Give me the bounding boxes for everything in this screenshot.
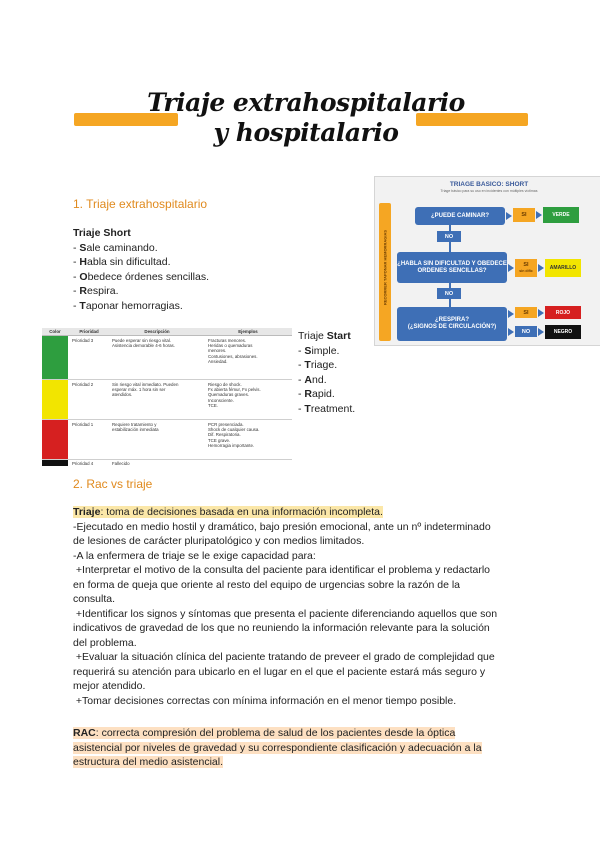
body-line: +Interpretar el motivo de la consulta del paciente para identificar el problema y redactarlo <box>73 564 491 576</box>
yes-box-2: SI sin dific <box>515 259 537 277</box>
rac-definition-block <box>73 726 533 770</box>
priority-color-swatch <box>42 460 68 466</box>
short-triage-flowchart <box>374 176 600 346</box>
no-box-1: NO <box>437 231 461 242</box>
table-row <box>42 380 292 420</box>
priority-cell: Prioridad 3 <box>72 338 94 343</box>
connector <box>449 299 451 307</box>
description-cell: Requiere tratamiento y estabilización inmediata <box>112 422 159 433</box>
start-item: - Triage. <box>298 359 338 371</box>
table-header-color: Color <box>42 328 68 336</box>
arrow-right-icon <box>536 211 542 219</box>
table-row <box>42 336 292 380</box>
triaje-start-title: Triaje Start <box>298 330 351 342</box>
result-negro: NEGRO <box>545 325 581 339</box>
triaje-start-list <box>298 329 355 416</box>
body-line: -Ejecutado en medio hostil y dramático, bajo presión emocional, ante un nº indeterminado <box>73 520 491 533</box>
body-line: en forma de queja que oriente al resto del equipo de urgencias sobre la razón de la <box>73 578 461 591</box>
question-walk: ¿PUEDE CAMINAR? <box>415 207 505 225</box>
result-rojo: ROJO <box>545 306 581 319</box>
yes-box-1: SI <box>513 208 535 222</box>
triage-priority-table <box>42 328 292 466</box>
priority-color-swatch <box>42 380 68 419</box>
connector <box>449 242 451 252</box>
no-box-2: NO <box>437 288 461 299</box>
body-line: +Identificar los signos y síntomas que presenta el paciente diferenciando aquellos que son <box>73 607 498 620</box>
arrow-right-icon <box>538 309 544 317</box>
flowchart-side-label: RECORRER TAPONAR HEMORRAGIAS <box>382 229 388 306</box>
arrow-right-icon <box>538 264 544 272</box>
arrow-right-icon <box>506 212 512 220</box>
arrow-right-icon <box>508 328 514 336</box>
short-item: - Taponar hemorragias. <box>73 299 183 312</box>
table-header-examples: Ejemplos <box>204 328 292 336</box>
arrow-right-icon <box>508 310 514 318</box>
priority-cell: Prioridad 4 <box>72 461 94 466</box>
body-line: -A la enfermera de triaje se le exige capacidad para: <box>73 549 316 562</box>
rac-line: RAC: correcta compresión del problema de salud de los pacientes desde la óptica <box>73 727 456 739</box>
examples-cell: PCR presenciada. Shock de cualquier causa. Dif. Respiratoria. TCE grave. Hemorragia importante. <box>208 422 260 448</box>
body-line: mejor atendido. <box>73 680 146 692</box>
flowchart-subtitle: Triage básico para su uso en incidentes con múltiples víctimas <box>440 189 538 193</box>
body-line: indicativos de gravedad de los que no reuniendo la información relevante para la solución <box>73 622 490 634</box>
body-line: de lesiones de carácter pluripatológico y con medios limitados. <box>73 535 365 547</box>
rac-line: asistencial por niveles de gravedad y su correspondiente clasificación y adecuación a la <box>73 741 482 754</box>
priority-cell: Prioridad 1 <box>72 422 94 427</box>
body-line: +Tomar decisiones correctas con mínima información en el menor tiempo posible. <box>73 694 457 707</box>
body-line: del problema. <box>73 636 137 649</box>
description-cell: Puede esperar sin riesgo vital. Asistencia demorable 4-6 horas. <box>112 338 175 349</box>
examples-cell: Riesgo de shock. Fx abierta fémur, Fx pelvis. Quemaduras graves. Inconsciente. TCE. <box>208 382 261 408</box>
priority-color-swatch <box>42 336 68 379</box>
table-row <box>42 420 292 460</box>
start-item: - Rapid. <box>298 388 335 400</box>
rac-line: estructura del medio asistencial. <box>73 756 223 768</box>
priority-color-swatch <box>42 420 68 459</box>
triaje-definition: Triaje: toma de decisiones basada en una información incompleta. <box>73 506 383 518</box>
table-header-priority: Prioridad <box>68 328 110 336</box>
body-line: consulta. <box>73 593 116 605</box>
flowchart-side-bar <box>379 203 391 341</box>
priority-cell: Prioridad 2 <box>72 382 94 387</box>
result-verde: VERDE <box>543 207 579 223</box>
examples-cell: Fracturas menores. Heridas o quemaduras menores. Contusiones, abrasiones. Ansiedad. <box>208 338 258 364</box>
short-item: - Habla sin dificultad. <box>73 256 171 268</box>
question-breath: ¿RESPIRA? (¿SIGNOS DE CIRCULACIÓN?) <box>397 307 507 341</box>
triaje-short-title: Triaje Short <box>73 227 131 239</box>
result-amarillo: AMARILLO <box>545 259 581 277</box>
section-2-heading: 2. Rac vs triaje <box>73 477 153 491</box>
arrow-right-icon <box>538 328 544 336</box>
arrow-right-icon <box>508 264 514 272</box>
triaje-short-list <box>73 226 209 313</box>
short-item: - Sale caminando. <box>73 241 158 254</box>
table-row <box>42 460 292 466</box>
short-item: - Respira. <box>73 285 119 297</box>
page-title-line-2: y hospitalario <box>213 118 399 147</box>
yes-box-3: SI <box>515 307 537 318</box>
description-cell: Sin riesgo vital inmediato. Pueden esperar máx. 1 hora sin ser atendidos. <box>112 382 179 398</box>
body-line: +Evaluar la situación clínica del paciente tratando de preveer el grado de complejidad que <box>73 651 495 663</box>
start-item: - Simple. <box>298 344 340 357</box>
short-item: - Obedece órdenes sencillas. <box>73 270 210 283</box>
section-1-heading: 1. Triaje extrahospitalario <box>73 197 208 211</box>
no-box-3: NO <box>515 326 537 337</box>
description-cell: Fallecido <box>112 461 130 466</box>
table-header-description: Descripción <box>110 328 204 336</box>
body-line: requerirá su atención para ubicarlo en el lugar en el que el paciente estará más seguro y <box>73 665 486 678</box>
page-title-line-1: Triaje extrahospitalario <box>147 88 465 117</box>
question-talk: ¿HABLA SIN DIFICULTAD Y OBEDECE ORDENES SENCILLAS? <box>397 252 507 283</box>
start-item: - Treatment. <box>298 402 356 415</box>
triaje-definition-block <box>73 505 533 708</box>
start-item: - And. <box>298 373 327 386</box>
flowchart-title: TRIAGE BASICO: SHORT <box>449 181 529 188</box>
